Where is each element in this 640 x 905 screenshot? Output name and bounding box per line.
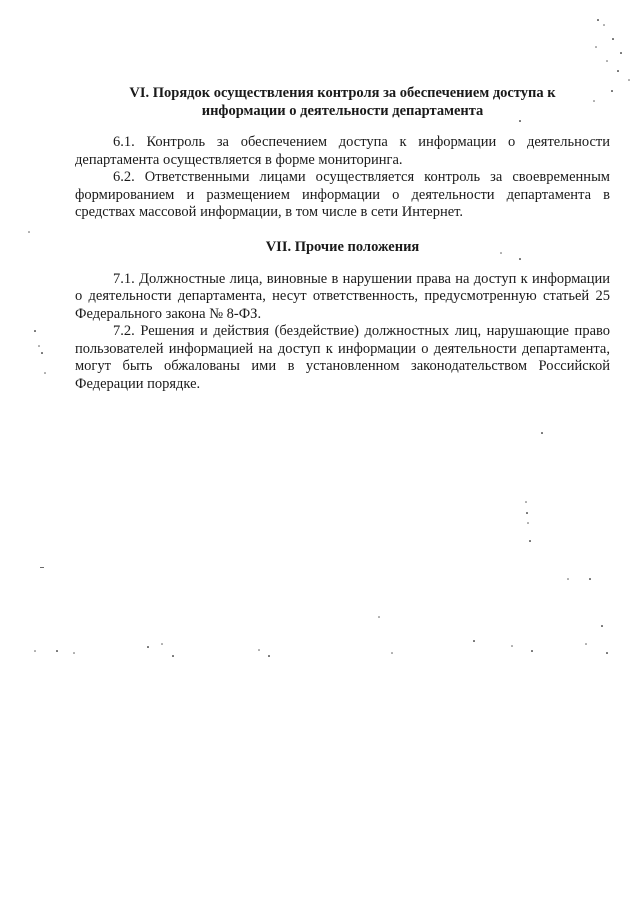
section-6-heading-line-1: VI. Порядок осуществления контроля за обеспечением доступа к	[129, 85, 556, 101]
paragraph-6-1: 6.1. Контроль за обеспечением доступа к информации о деятельности департамента осуществляется в форме мониторинга.	[75, 134, 610, 168]
section-6-heading-line-2: информации о деятельности департамента	[201, 103, 484, 119]
scan-speck	[606, 652, 608, 654]
scan-speck	[38, 345, 40, 347]
scan-speck	[40, 567, 44, 568]
scan-speck	[519, 120, 521, 122]
scan-speck	[617, 70, 619, 72]
scan-speck	[391, 652, 393, 654]
scan-speck	[527, 522, 529, 524]
scan-speck	[525, 501, 527, 503]
paragraph-6-2: 6.2. Ответственными лицами осуществляется контроль за своевременным формированием и размещением информации о деятельности департамента в средствах массовой информации, в том числе в сети Интернет.	[75, 169, 610, 220]
scan-speck	[589, 578, 591, 580]
scan-speck	[473, 640, 475, 642]
scan-speck	[500, 252, 502, 254]
scan-speck	[526, 512, 528, 514]
scan-speck	[258, 649, 260, 651]
scan-speck	[73, 652, 75, 654]
scan-speck	[603, 24, 605, 26]
scan-speck	[612, 38, 614, 40]
scan-speck	[44, 372, 46, 374]
scan-speck	[268, 655, 270, 657]
scan-speck	[628, 79, 630, 81]
document-body	[75, 84, 610, 393]
paragraph-7-1: 7.1. Должностные лица, виновные в нарушении права на доступ к информации о деятельности департамента, несут ответственность, предусмотренную статьей 25 Федерального закона № 8-ФЗ.	[75, 270, 610, 322]
scan-speck	[567, 578, 569, 580]
section-7-heading: VII. Прочие положения	[265, 238, 420, 255]
section-6-heading	[75, 84, 610, 120]
paragraph-7-2: 7.2. Решения и действия (бездействие) должностных лиц, нарушающие право пользователей информацией на доступ к информации о деятельности департамента, могут быть обжалованы ими в установленном законодательством Российской Федерации порядке.	[75, 323, 610, 392]
scan-speck	[606, 60, 608, 62]
scan-speck	[595, 46, 597, 48]
scan-speck	[585, 643, 587, 645]
scan-speck	[593, 100, 595, 102]
scan-speck	[56, 650, 58, 652]
scan-speck	[161, 643, 163, 645]
scan-speck	[597, 19, 599, 21]
scan-speck	[147, 646, 149, 648]
scan-speck	[378, 616, 380, 618]
scan-speck	[601, 625, 603, 627]
scan-speck	[519, 258, 521, 260]
scan-speck	[28, 231, 30, 233]
scan-speck	[41, 352, 43, 354]
scan-speck	[531, 650, 533, 652]
scan-speck	[529, 540, 531, 542]
scan-speck	[620, 52, 622, 54]
scan-speck	[611, 90, 613, 92]
scan-speck	[511, 645, 513, 647]
scan-speck	[541, 432, 543, 434]
scan-speck	[34, 650, 36, 652]
scan-speck	[172, 655, 174, 657]
scan-speck	[34, 330, 36, 332]
